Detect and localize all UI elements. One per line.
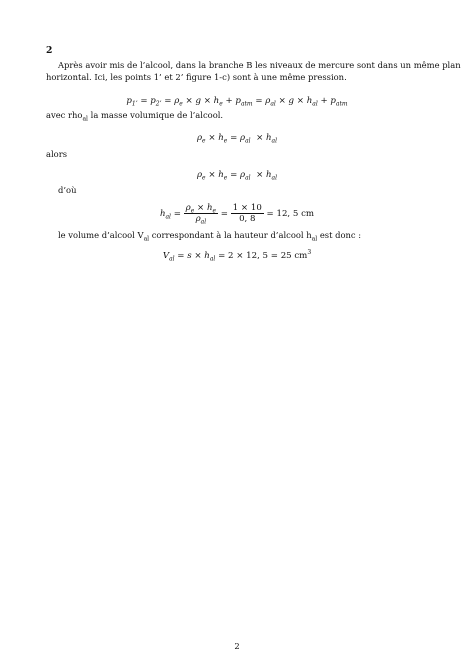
equation-pressure <box>0 96 474 106</box>
paragraph-line: alors <box>46 149 68 159</box>
page-number: 2 <box>234 641 240 651</box>
equation-pressure-text: $p_{1’} = p_{2’} = \rho_e \times g \times h_e + p_{atm} = \rho_{al} \times g \times h_{al} + p_{atm}$ <box>126 96 348 108</box>
avec-text: avec rho <box>46 110 83 120</box>
volume-sub-b: al <box>311 235 318 243</box>
volume-text-a: le volume d’alcool V <box>58 230 144 240</box>
equation-volume: $V_{al} = s \times h_{al} = 2 \times 12$, 5 = 25 $cm^3$ <box>162 249 312 263</box>
equation-density-relation: $\rho_e \times h_e = \rho_{al} \times h_{al}$ <box>196 133 278 145</box>
equation-density-relation-2: $\rho_e \times h_e = \rho_{al} \times h_{al}$ <box>196 170 278 182</box>
paragraph-line: Après avoir mis de l’alcool, dans la branche B les niveaux de mercure sont dans un même plan <box>58 60 461 70</box>
section-number: 2 <box>46 45 53 56</box>
volume-text-c: est donc : <box>317 230 362 240</box>
paragraph-line: horizontal. Ici, les points 1’ et 2’ figure 1-c) sont à une même pression. <box>46 72 347 82</box>
volume-text-b: correspondant à la hauteur d’alcool h <box>149 230 312 240</box>
avec-tail: la masse volumique de l’alcool. <box>87 110 224 120</box>
fraction-symbolic: $\frac{\rho_e \times h_e}{\rho_{al}}$ <box>185 203 217 226</box>
fraction-numeric: $\frac{1 \times 10}{0, 8}$ <box>232 203 262 224</box>
avec-subscript: al <box>82 115 88 123</box>
paragraph-line <box>58 230 361 242</box>
paragraph-line <box>46 110 223 122</box>
height-result: = 12, 5 cm <box>266 209 315 219</box>
paragraph-line: d’où <box>58 185 77 195</box>
volume-sub-a: al <box>143 235 150 243</box>
equation-height: $h_{al}$ = $\frac{\rho_e \times h_e}{\rho_{al}}$ = $\frac{1 \times 10}{0, 8}$ = 12, 5 cm <box>159 203 315 226</box>
